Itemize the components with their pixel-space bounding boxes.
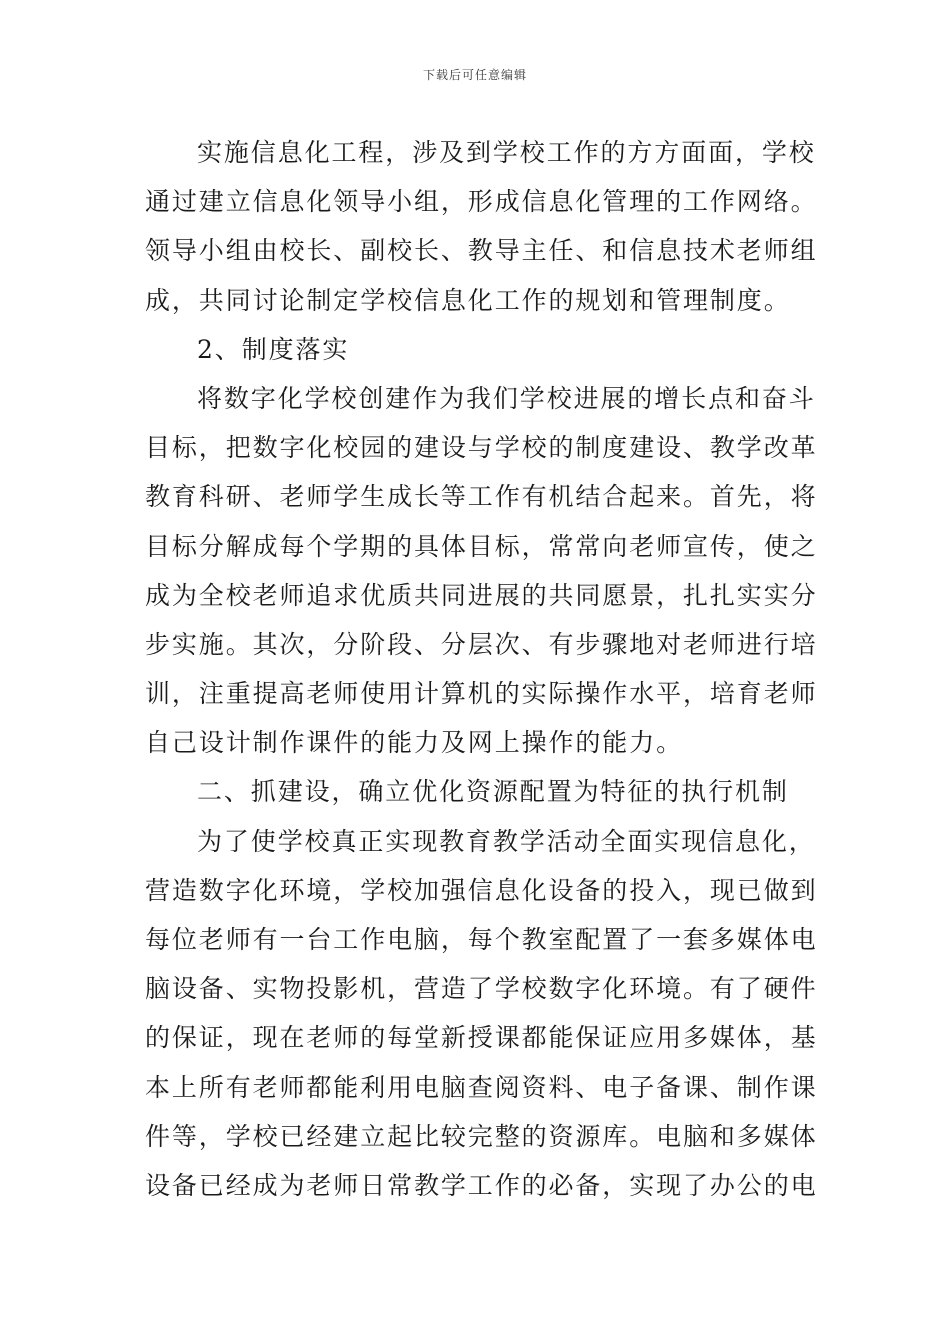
section-heading: 2、制度落实 bbox=[197, 334, 350, 364]
text-line: 教育科研、老师学生成长等工作有机结合起来。首先，将 bbox=[145, 482, 818, 512]
text-line: 成，共同讨论制定学校信息化工作的规划和管理制度。 bbox=[145, 285, 791, 315]
text-line: 本上所有老师都能利用电脑查阅资料、电子备课、制作课 bbox=[145, 1072, 818, 1102]
text-line: 每位老师有一台工作电脑，每个教室配置了一套多媒体电 bbox=[145, 925, 818, 954]
text-line: 设备已经成为老师日常教学工作的必备，实现了办公的电 bbox=[145, 1170, 818, 1200]
text-line: 目标分解成每个学期的具体目标，常常向老师宣传，使之 bbox=[145, 531, 818, 561]
text-line: 将数字化学校创建作为我们学校进展的增长点和奋斗 bbox=[197, 383, 816, 413]
text-line: 通过建立信息化领导小组，形成信息化管理的工作网络。 bbox=[145, 187, 818, 217]
text-line: 训，注重提高老师使用计算机的实际操作水平，培育老师 bbox=[145, 679, 818, 709]
text-line: 领导小组由校长、副校长、教导主任、和信息技术老师组 bbox=[145, 236, 818, 266]
text-line: 的保证，现在老师的每堂新授课都能保证应用多媒体，基 bbox=[145, 1023, 818, 1053]
document-body bbox=[145, 128, 818, 1210]
text-line: 自己设计制作课件的能力及网上操作的能力。 bbox=[145, 728, 684, 758]
text-line: 件等，学校已经建立起比较完整的资源库。电脑和多媒体 bbox=[145, 1121, 818, 1151]
text-line: 步实施。其次，分阶段、分层次、有步骤地对老师进行培 bbox=[145, 629, 818, 659]
text-line: 为了使学校真正实现教育教学活动全面实现信息化， bbox=[197, 826, 816, 856]
text-line: 实施信息化工程，涉及到学校工作的方方面面，学校 bbox=[197, 138, 816, 167]
text-line: 成为全校老师追求优质共同进展的共同愿景，扎扎实实分 bbox=[145, 580, 818, 610]
section-heading: 二、抓建设，确立优化资源配置为特征的执行机制 bbox=[197, 777, 789, 807]
text-line: 营造数字化环境，学校加强信息化设备的投入，现已做到 bbox=[145, 875, 818, 905]
text-line: 目标，把数字化校园的建设与学校的制度建设、教学改革 bbox=[145, 433, 818, 463]
text-line: 脑设备、实物投影机，营造了学校数字化环境。有了硬件 bbox=[145, 974, 818, 1004]
header-note: 下载后可任意编辑 bbox=[422, 68, 527, 82]
